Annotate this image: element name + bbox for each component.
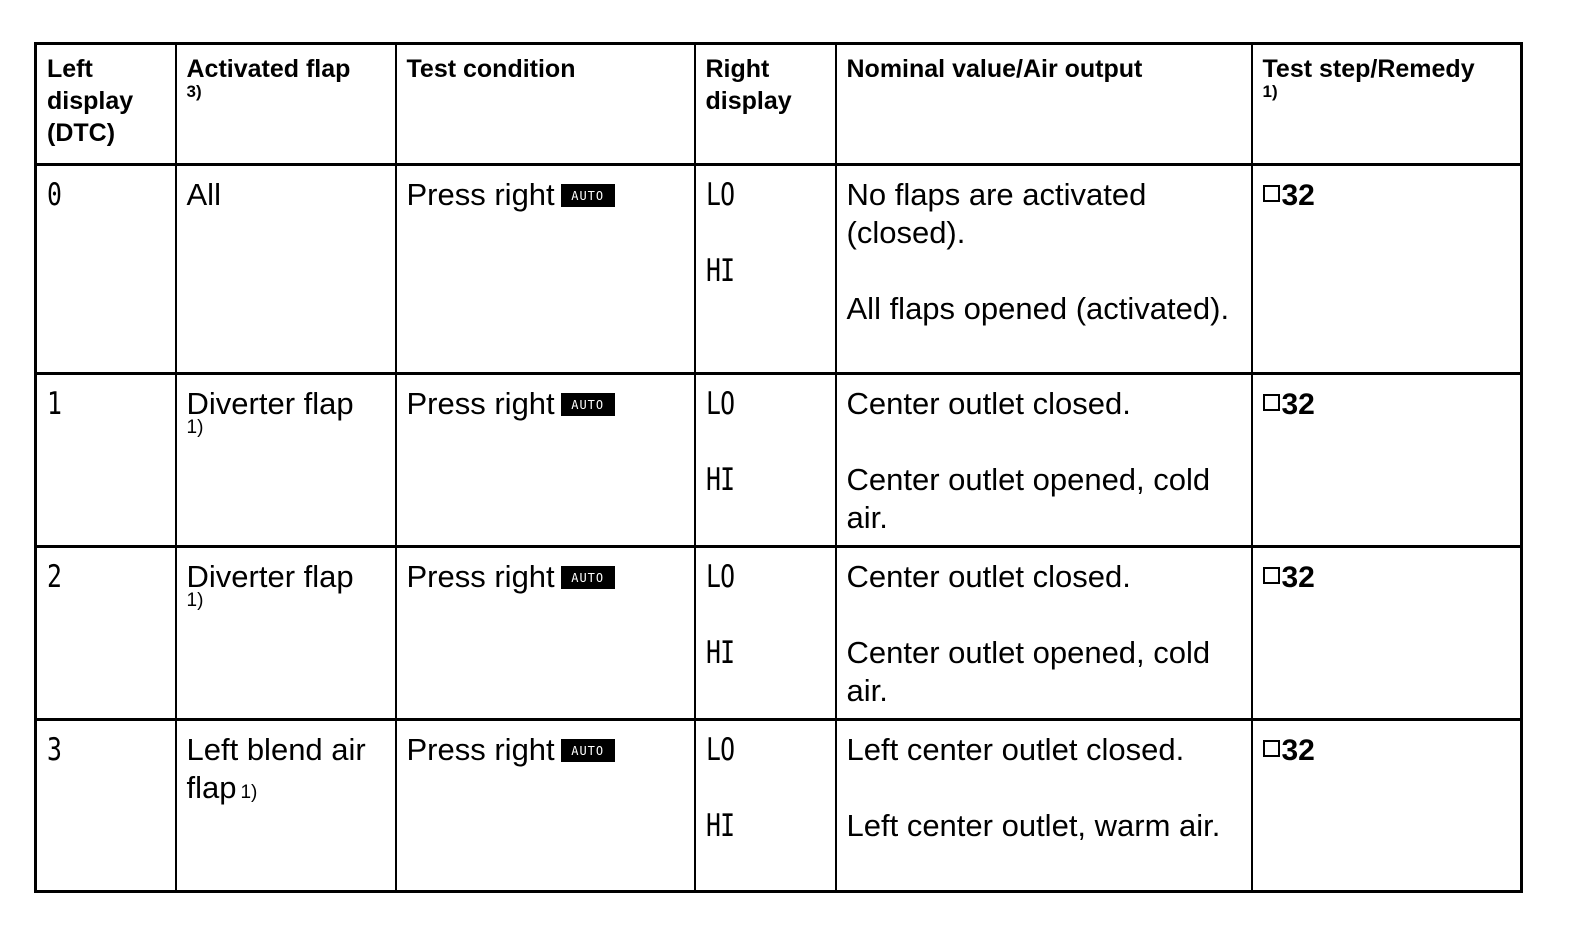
nominal-hi-text: Left center outlet, warm air. xyxy=(846,808,1221,843)
nominal-lo-text: Left center outlet closed. xyxy=(846,732,1185,767)
condition-text: Press right xyxy=(406,177,555,212)
cell-right-display xyxy=(695,720,836,892)
display-lo: LO xyxy=(705,732,734,768)
cell-right-display xyxy=(695,547,836,720)
flap-name: Diverter flap xyxy=(186,559,354,594)
cell-activated-flap xyxy=(176,374,396,547)
cell-test-step xyxy=(1252,374,1522,547)
condition-text: Press right xyxy=(406,732,555,767)
cell-test-step xyxy=(1252,720,1522,892)
test-step-reference: 32 xyxy=(1281,734,1315,767)
auto-button-icon: AUTO xyxy=(561,566,615,589)
nominal-hi-text: Center outlet opened, cold air. xyxy=(846,635,1211,708)
header-test-condition xyxy=(396,44,695,165)
flap-footnote: 1) xyxy=(186,417,204,438)
cell-test-condition xyxy=(396,374,695,547)
flap-name: All xyxy=(186,177,221,212)
cell-test-condition xyxy=(396,165,695,374)
header-test-step xyxy=(1252,44,1522,165)
table-row xyxy=(36,165,1522,374)
test-step-reference: 32 xyxy=(1281,561,1315,594)
dtc-code: 3 xyxy=(47,732,62,768)
header-nominal-value xyxy=(836,44,1252,165)
auto-button-icon: AUTO xyxy=(561,184,615,207)
table-row xyxy=(36,374,1522,547)
cell-left-display xyxy=(36,165,176,374)
test-step-reference: 32 xyxy=(1281,179,1315,212)
display-lo: LO xyxy=(705,177,734,213)
auto-button-icon: AUTO xyxy=(561,393,615,416)
header-left-display-label: Left display (DTC) xyxy=(47,55,134,147)
flap-footnote: 1) xyxy=(240,782,258,803)
condition-text: Press right xyxy=(406,386,555,421)
cell-left-display xyxy=(36,374,176,547)
nominal-hi-text: All flaps opened (activated). xyxy=(846,291,1230,326)
header-left-display xyxy=(36,44,176,165)
table-row xyxy=(36,720,1522,892)
display-hi: HI xyxy=(705,253,734,289)
cell-activated-flap xyxy=(176,165,396,374)
cell-activated-flap xyxy=(176,720,396,892)
header-test-step-label: Test step/Remedy xyxy=(1262,55,1475,83)
reference-box-icon xyxy=(1263,740,1280,757)
cell-right-display xyxy=(695,165,836,374)
cell-nominal-value xyxy=(836,374,1252,547)
header-activated-flap-label: Activated flap xyxy=(186,55,351,83)
header-activated-flap-footnote: 3) xyxy=(186,82,202,101)
display-lo: LO xyxy=(705,559,734,595)
reference-box-icon xyxy=(1263,567,1280,584)
cell-activated-flap xyxy=(176,547,396,720)
display-lo: LO xyxy=(705,386,734,422)
header-row xyxy=(36,44,1522,165)
condition-text: Press right xyxy=(406,559,555,594)
header-right-display xyxy=(695,44,836,165)
flap-name: Left blend air flap xyxy=(186,732,366,805)
cell-nominal-value xyxy=(836,720,1252,892)
display-hi: HI xyxy=(705,462,734,498)
nominal-lo-text: Center outlet closed. xyxy=(846,559,1131,594)
test-step-reference: 32 xyxy=(1281,388,1315,421)
cell-left-display xyxy=(36,720,176,892)
dtc-code: 1 xyxy=(47,386,62,422)
table-row xyxy=(36,547,1522,720)
cell-test-condition xyxy=(396,720,695,892)
flap-test-table xyxy=(34,42,1523,893)
cell-test-step xyxy=(1252,547,1522,720)
display-hi: HI xyxy=(705,808,734,844)
cell-test-step xyxy=(1252,165,1522,374)
cell-nominal-value xyxy=(836,547,1252,720)
nominal-lo-text: Center outlet closed. xyxy=(846,386,1131,421)
cell-nominal-value xyxy=(836,165,1252,374)
cell-left-display xyxy=(36,547,176,720)
flap-name: Diverter flap xyxy=(186,386,354,421)
header-activated-flap xyxy=(176,44,396,165)
flap-footnote: 1) xyxy=(186,590,204,611)
header-right-display-label: Right display xyxy=(705,55,792,115)
header-test-condition-label: Test condition xyxy=(406,55,576,83)
header-test-step-footnote: 1) xyxy=(1262,82,1278,101)
header-nominal-value-label: Nominal value/Air output xyxy=(846,55,1143,83)
reference-box-icon xyxy=(1263,185,1280,202)
cell-right-display xyxy=(695,374,836,547)
cell-test-condition xyxy=(396,547,695,720)
dtc-code: 2 xyxy=(47,559,62,595)
auto-button-icon: AUTO xyxy=(561,739,615,762)
nominal-lo-text: No flaps are activated (closed). xyxy=(846,177,1147,250)
reference-box-icon xyxy=(1263,394,1280,411)
display-hi: HI xyxy=(705,635,734,671)
nominal-hi-text: Center outlet opened, cold air. xyxy=(846,462,1211,535)
dtc-code: 0 xyxy=(47,177,62,213)
